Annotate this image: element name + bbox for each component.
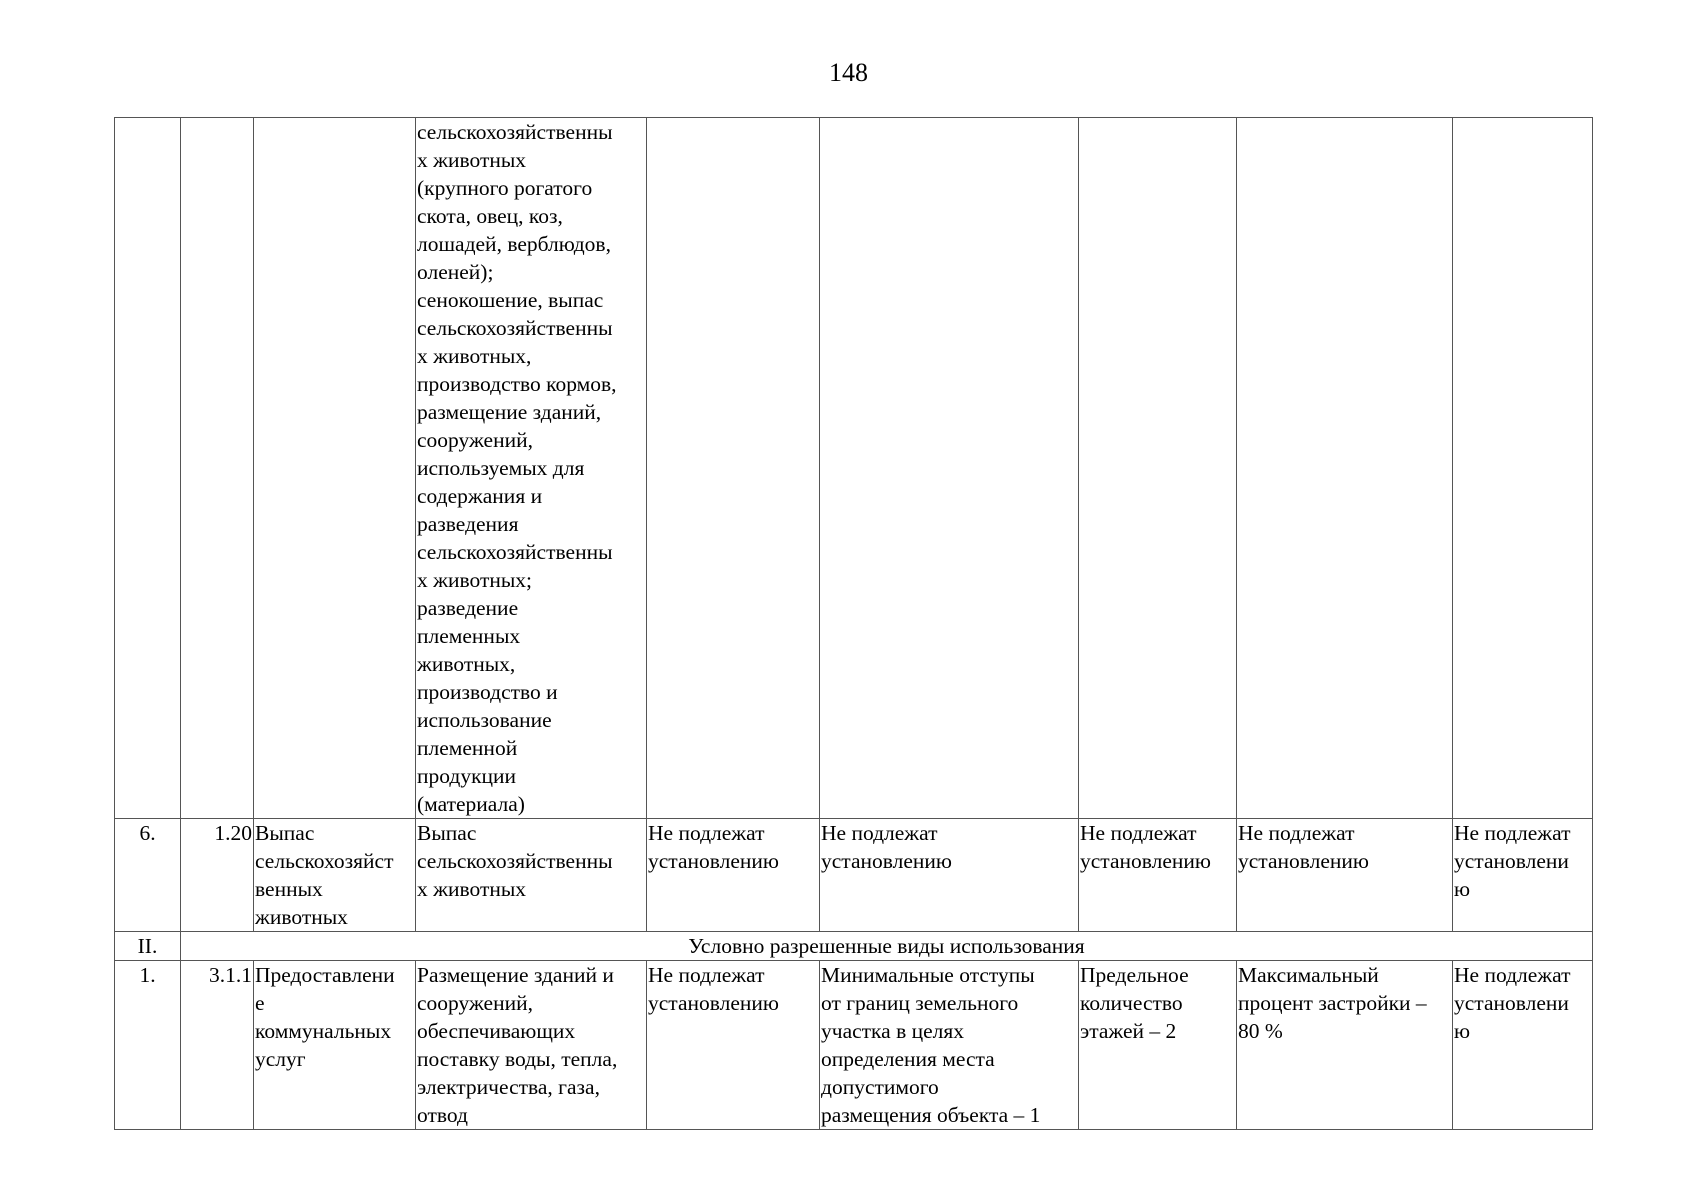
cell-col5 [647,118,820,819]
cell-num: 1. [115,961,181,1130]
cell-code: 1.20 [181,819,254,932]
cell-code [181,118,254,819]
cell-col7 [1079,118,1237,819]
cell-col7: Не подлежат установлению [1079,819,1237,932]
cell-col6: Минимальные отступы от границ земельного участка в целях определения места допустимого размещения объекта – 1 [820,961,1079,1130]
section-row-2 [115,932,1593,961]
cell-col8: Не подлежат установлению [1237,819,1453,932]
cell-col6 [820,118,1079,819]
cell-col8: Максимальный процент застройки – 80 % [1237,961,1453,1130]
table-row-continuation [115,118,1593,819]
page-number: 148 [829,58,868,87]
cell-description: сельскохозяйственны х животных (крупного рогатого скота, овец, коз, лошадей, верблюдов, оленей); сенокошение, выпас сельскохозяйственны х животных, производство кормов, размещение зданий, сооружений, используемых для содержания и разведения сельскохозяйственны х животных; разведение племенных животных, производство и использование племенной продукции (материала) [416,118,647,819]
cell-col8 [1237,118,1453,819]
cell-name [254,118,416,819]
table-row-1 [115,961,1593,1130]
cell-col5: Не подлежат установлению [647,961,820,1130]
section-title: Условно разрешенные виды использования [181,932,1593,961]
cell-name: Предоставлени е коммунальных услуг [254,961,416,1130]
cell-col9 [1453,118,1593,819]
cell-code: 3.1.1 [181,961,254,1130]
cell-col5: Не подлежат установлению [647,819,820,932]
cell-col9: Не подлежат установлени ю [1453,961,1593,1130]
section-num: II. [115,932,181,961]
cell-col9: Не подлежат установлени ю [1453,819,1593,932]
cell-col6: Не подлежат установлению [820,819,1079,932]
cell-num: 6. [115,819,181,932]
cell-name: Выпас сельскохозяйст венных животных [254,819,416,932]
cell-description: Размещение зданий и сооружений, обеспечивающих поставку воды, тепла, электричества, газа, отвод [416,961,647,1130]
land-use-table [114,117,1593,1130]
cell-num [115,118,181,819]
cell-col7: Предельное количество этажей – 2 [1079,961,1237,1130]
cell-description: Выпас сельскохозяйственны х животных [416,819,647,932]
table-row-6 [115,819,1593,932]
